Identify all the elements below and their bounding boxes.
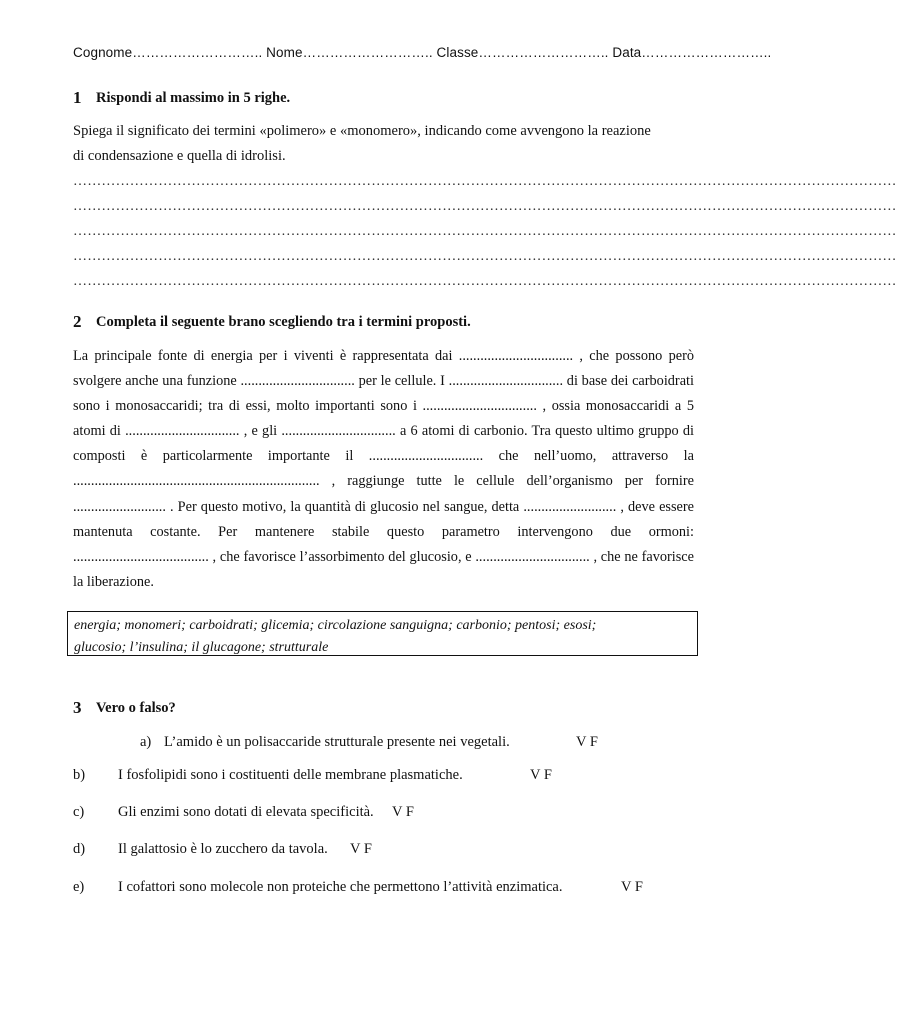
terms-line-1: energia; monomeri; carboidrati; glicemia; circolazione sanguigna; carbonio; pentosi; esosi; [74,618,597,633]
answer-line[interactable]: ………………………………………………………………………………………………………………………………………………………… [73,274,897,289]
true-false-choice[interactable]: V F [530,767,552,783]
true-false-choice[interactable]: V F [350,841,372,857]
answer-line[interactable]: ………………………………………………………………………………………………………………………………………………………… [73,249,897,264]
true-false-choice[interactable]: V F [392,804,414,820]
true-false-item-text: Gli enzimi sono dotati di elevata specificità. [118,804,374,820]
true-false-item-label: c) [73,804,85,820]
answer-line[interactable]: ………………………………………………………………………………………………………………………………………………………… [73,199,897,214]
terms-box [67,611,698,656]
question-3-title: Vero o falso? [96,700,176,716]
question-1-title: Rispondi al massimo in 5 righe. [96,90,291,106]
true-false-item-label: d) [73,841,86,857]
cloze-paragraph: La principale fonte di energia per i viventi è rappresentata dai ................................ , che possono però svolgere anche una funzione ................................ per le cellule. I ................................ di base dei carboidrati sono i monosaccaridi; tra di essi, molto importanti sono i ................................ , ossia monosaccaridi a 5 atomi di ................................ , e gli ................................ a 6 atomi di carbonio. Tra questo ultimo gruppo di composti è particolarmente importante il ................................ che nell’uomo, attraverso la ..................................................................... , raggiunge tutte le cellule dell’organismo per fornire .......................... . Per questo motivo, la quantità di glucosio nel sangue, detta .......................... , deve essere mantenuta costante. Per mantenere stabile questo parametro intervengono due ormoni: ...................................... , che favorisce l’assorbimento del glucosio, e ................................ , che ne favorisce la liberazione. [73,348,694,590]
true-false-item-label: b) [73,767,86,783]
student-info-header: Cognome……………………….. Nome……………………….. Classe……………………….. Data……………………….. [73,45,772,60]
question-1-number: 1 [73,88,82,107]
true-false-choice[interactable]: V F [621,879,643,895]
question-1-prompt-line-2: di condensazione e quella di idrolisi. [73,148,286,164]
question-1-prompt-line-1: Spiega il significato dei termini «polimero» e «monomero», indicando come avvengono la reazione [73,123,651,139]
true-false-item-text: I fosfolipidi sono i costituenti delle membrane plasmatiche. [118,767,463,783]
true-false-item-text: L’amido è un polisaccaride strutturale presente nei vegetali. [164,734,510,750]
true-false-choice[interactable]: V F [576,734,598,750]
true-false-item-label: e) [73,879,85,895]
question-2-title: Completa il seguente brano scegliendo tra i termini proposti. [96,314,471,330]
answer-line[interactable]: ………………………………………………………………………………………………………………………………………………………… [73,224,897,239]
true-false-item-label: a) [140,734,152,750]
true-false-item-text: Il galattosio è lo zucchero da tavola. [118,841,328,857]
true-false-item-text: I cofattori sono molecole non proteiche che permettono l’attività enzimatica. [118,879,563,895]
answer-line[interactable]: ………………………………………………………………………………………………………………………………………………………… [73,174,897,189]
terms-line-2: glucosio; l’insulina; il glucagone; strutturale [74,640,329,655]
question-3-number: 3 [73,698,82,717]
question-2-number: 2 [73,312,82,331]
